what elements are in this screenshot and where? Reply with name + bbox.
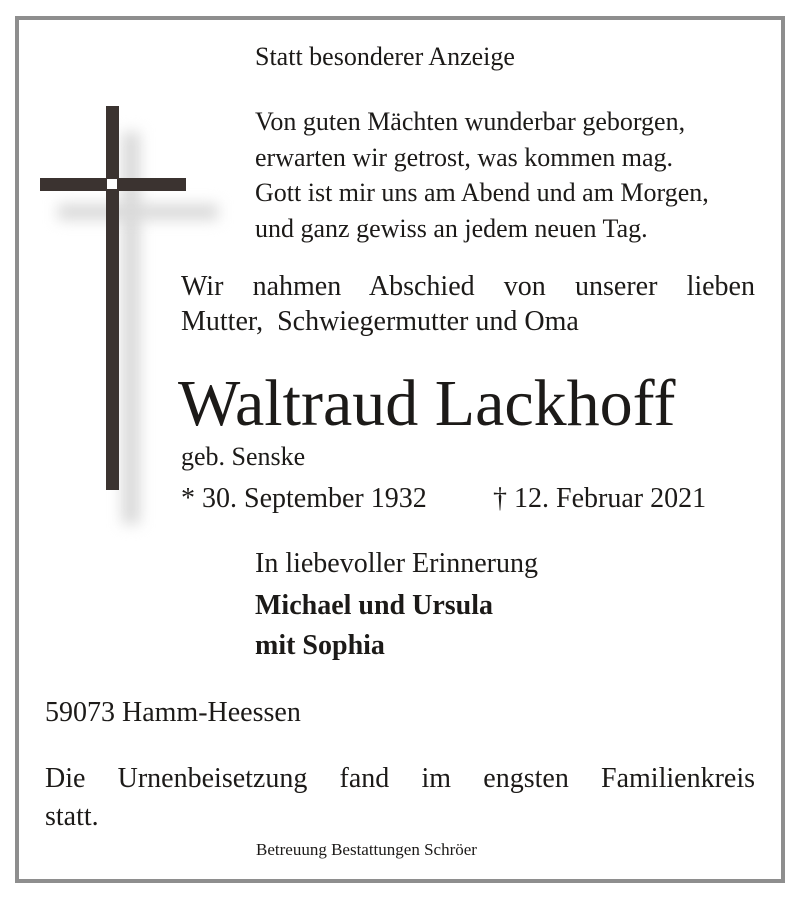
poem-line: Gott ist mir uns am Abend und am Morgen,: [255, 178, 709, 207]
maiden-name: geb. Senske: [181, 442, 306, 471]
death-date: † 12. Februar 2021: [493, 483, 707, 514]
cross-vertical-beam: [106, 106, 119, 490]
burial-notice-line: statt.: [45, 801, 99, 832]
birth-date: * 30. September 1932: [181, 483, 427, 514]
poem: [255, 104, 709, 246]
cross-center-square: [107, 179, 117, 189]
poem-line: und ganz gewiss an jedem neuen Tag.: [255, 213, 648, 243]
farewell-line: Wir nahmen Abschied von unserer lieben: [181, 271, 755, 302]
farewell-text: [181, 269, 755, 339]
burial-notice: [45, 760, 755, 836]
place: 59073 Hamm-Heessen: [45, 697, 301, 728]
mourners: [255, 586, 493, 666]
notice-headline: Statt besonderer Anzeige: [255, 42, 515, 71]
poem-line: erwarten wir getrost, was kommen mag.: [255, 142, 674, 172]
poem-line: Von guten Mächten wunderbar geborgen,: [255, 107, 686, 136]
deceased-name: Waltraud Lackhoff: [178, 367, 676, 440]
cross-shadow-horizontal: [58, 204, 218, 220]
mourner-line: mit Sophia: [255, 630, 385, 661]
farewell-line: Mutter, Schwiegermutter und Oma: [181, 306, 579, 337]
burial-notice-line: Die Urnenbeisetzung fand im engsten Familienkreis: [45, 763, 755, 794]
mourner-line: Michael und Ursula: [255, 590, 494, 621]
memory-line: In liebevoller Erinnerung: [255, 548, 539, 579]
undertaker-credit: Betreuung Bestattungen Schröer: [256, 840, 477, 859]
